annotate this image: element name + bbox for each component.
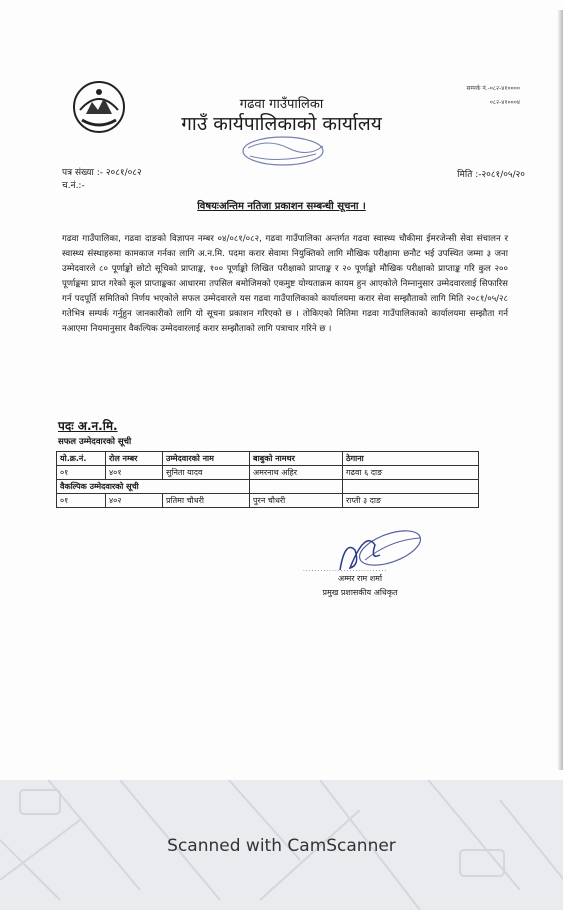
empty-cell (343, 480, 479, 494)
empty-cell (250, 480, 343, 494)
cell-roll: ४०१ (106, 466, 163, 480)
office-stamp (238, 134, 328, 168)
cell-roll: ४०२ (106, 494, 163, 508)
alt-list-title: वैकल्पिक उम्मेदवारको सूची (57, 480, 250, 494)
col-name: उम्मेदवारको नाम (163, 452, 250, 466)
col-father: बाबुको नामथर (250, 452, 343, 466)
municipality-name: गढवा गाउँपालिका (239, 97, 324, 112)
cell-serial: ०१ (57, 494, 106, 508)
cell-address: गढवा ६ दाङ (343, 466, 479, 480)
signature-line: ............................. (303, 566, 388, 573)
col-serial: यो.क्र.नं. (57, 452, 106, 466)
contact-number-1: सम्पर्क नं.-०८२-४१०००० (466, 85, 520, 92)
col-address: ठेगाना (343, 452, 479, 466)
cell-father: पुरन चौधरी (250, 494, 343, 508)
dispatch-number: च.नं.:- (62, 181, 85, 191)
cell-name: प्रतिमा चौधरी (163, 494, 250, 508)
notice-body: गढवा गाउँपालिका, गढवा दाङको विज्ञापन नम्बर ०४/०८१/०८२, गढवा गाउँपालिका अन्तर्गत गढवा स्वास्थ्य चौकीमा ईमरजेन्सी सेवा संचालन र स्वास्थ्य संस्थाहरुमा कामकाज गर्नका लागि अ.न.मि. पदमा करार सेवामा नियुक्तिको लागि मौखिक परीक्षामा छनौट भई उपस्थित जम्मा ३ जना उम्मेदवारले ८० पूर्णाङ्को छोटो सूचिको प्राप्ताङ्क, १०० पूर्णाङ्को लिखित परीक्षाको प्राप्ताङ्क र २० पूर्णाङ्को मौखिक परीक्षाको प्राप्ताङ्क गरि कुल २०० पूर्णाङ्कमा प्राप्त गरेको कूल प्राप्ताङ्कका आधारमा तपसिल बमोजिमको एकमुष्ट योग्यताक्रम कायम हुन आएकोले निम्नानुसार उम्मेदवारलाई सिफारिस गर्न पदपूर्ति समितिको निर्णय भएकोले सफल उम्मेदवारले यस गढवा गाउँपालिकाको कार्यालयमा करार सेवा सम्झौताको लागि मिति २०८१/०५/२८ गतेभित्र सम्पर्क गर्नुहुन जानकारीको लागि यो सूचना प्रकाशन गरिएको छ । तोकिएको मितिमा गढवा गाउँपालिकाको कार्यालयमा सम्झौता गर्न नआएमा नियमानुसार वैकल्पिक उम्मेदवारलाई करार सम्झौताको लागि पत्राचार गरिने छ । (62, 234, 508, 334)
camscanner-label: Scanned with CamScanner (167, 836, 396, 856)
post-title: पदः अ.न.मि. (58, 419, 118, 433)
success-list-title: सफल उम्मेदवारको सूची (58, 437, 132, 447)
contact-number-2: ०८२-४१०००४ (489, 99, 520, 106)
reference-number: पत्र संख्या :- २०८१/०८२ (62, 168, 142, 178)
notice-subject: विषयःअन्तिम नतिजा प्रकाशन सम्बन्धी सूचना । (197, 201, 366, 212)
cell-serial: ०१ (57, 466, 106, 480)
cell-name: सुनिता यादव (163, 466, 250, 480)
signatory-block (305, 572, 415, 600)
signatory-name: अम्मर राम शर्मा (337, 574, 383, 583)
cell-address: राप्ती ३ दाङ (343, 494, 479, 508)
signatory-title: प्रमुख प्रशासकीय अधिकृत (322, 588, 398, 597)
table-row (57, 466, 479, 480)
alt-list-title-row (57, 480, 479, 494)
table-header-row (57, 452, 479, 466)
col-roll: रोल नम्बर (106, 452, 163, 466)
office-name: गाउँ कार्यपालिकाको कार्यालय (181, 113, 382, 135)
reference-block (62, 167, 142, 193)
letter-date: मिति :-२०८१/०५/२० (457, 170, 525, 180)
cell-father: अमरनाथ अहिर (250, 466, 343, 480)
table-row (57, 494, 479, 508)
result-table (56, 451, 479, 508)
